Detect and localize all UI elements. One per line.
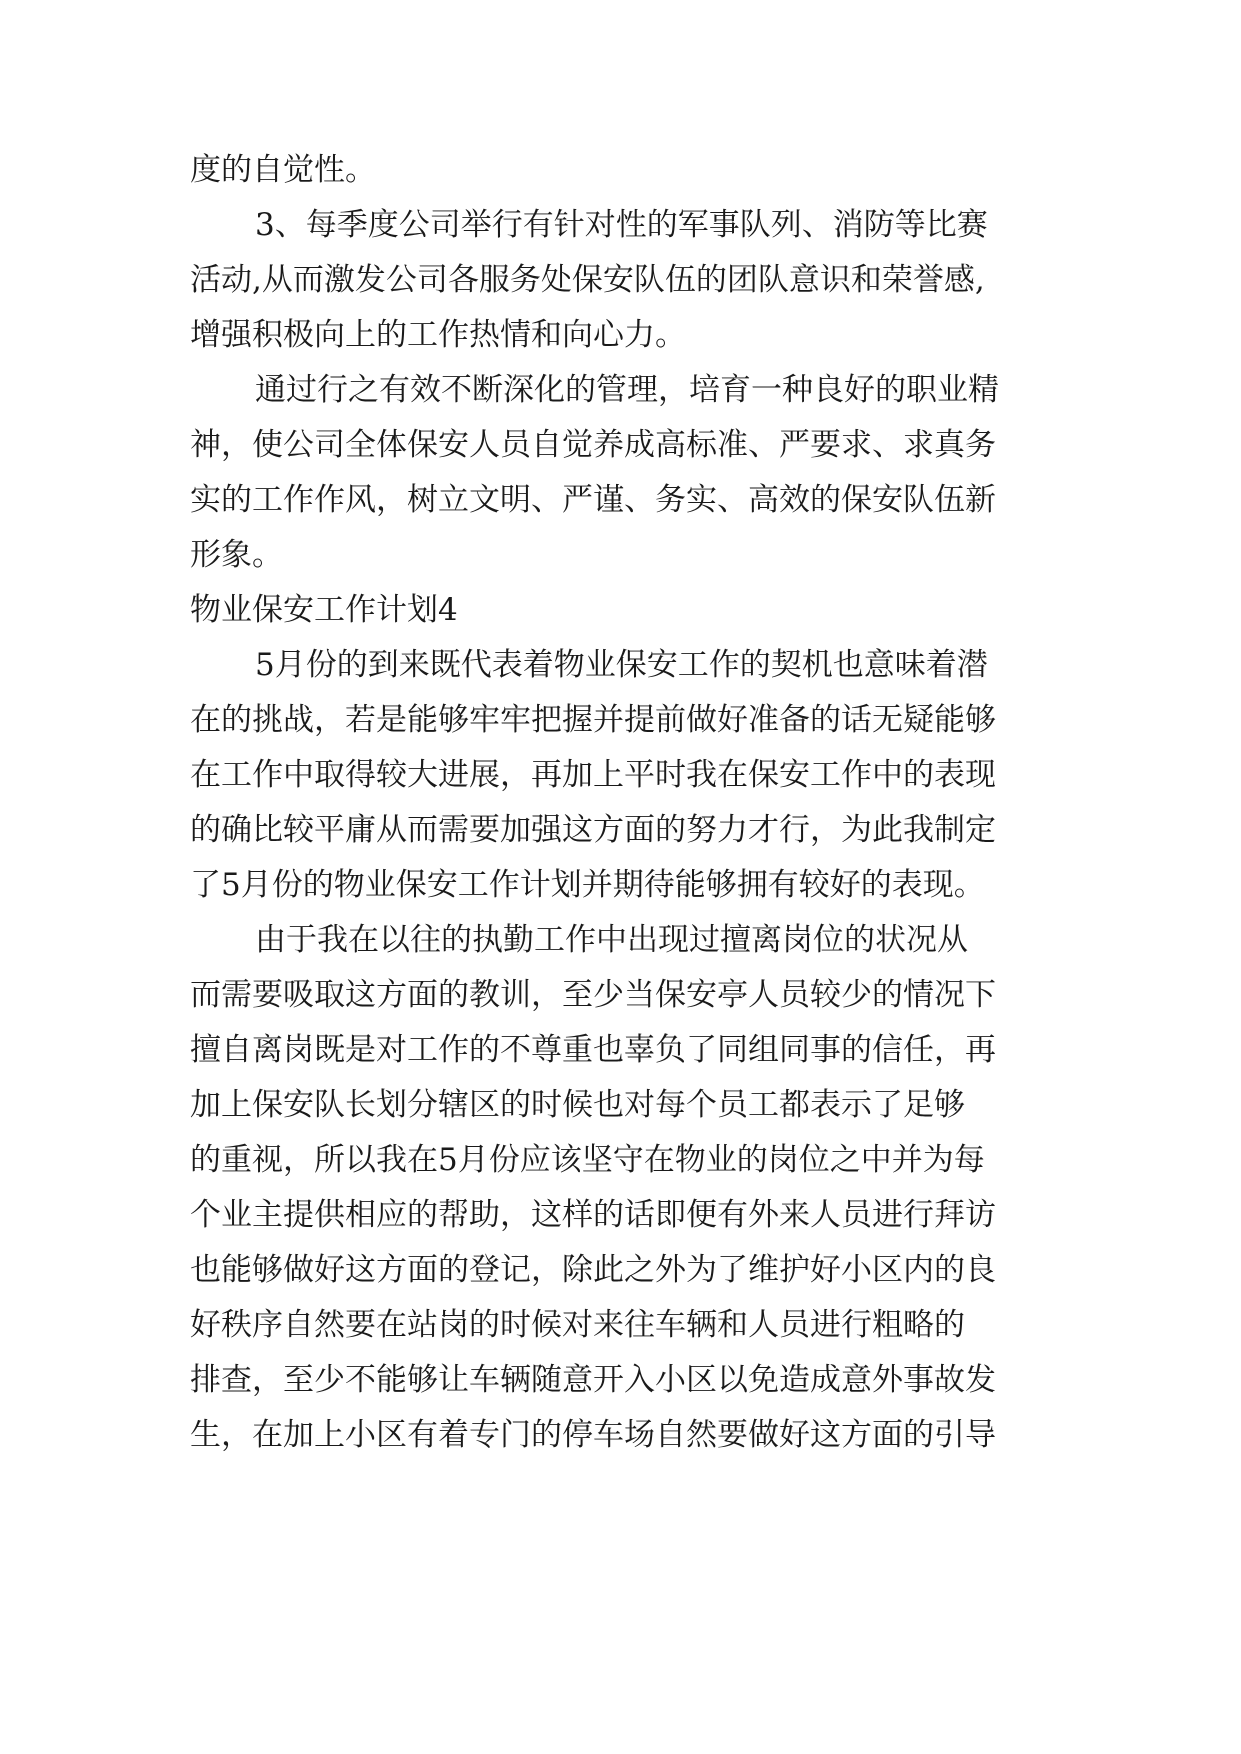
body-line: 生，在加上小区有着专门的停车场自然要做好这方面的引导 <box>190 1417 996 1453</box>
body-line: 的重视，所以我在5月份应该坚守在物业的岗位之中并为每 <box>190 1142 985 1178</box>
body-line: 3、每季度公司举行有针对性的军事队列、消防等比赛 <box>255 207 988 243</box>
body-line: 通过行之有效不断深化的管理，培育一种良好的职业精 <box>255 372 999 408</box>
body-line: 度的自觉性。 <box>190 152 376 188</box>
body-line: 加上保安队长划分辖区的时候也对每个员工都表示了足够 <box>190 1087 965 1123</box>
body-line: 由于我在以往的执勤工作中出现过擅离岗位的状况从 <box>255 922 968 958</box>
body-line: 而需要吸取这方面的教训，至少当保安亭人员较少的情况下 <box>190 977 996 1013</box>
body-line: 个业主提供相应的帮助，这样的话即便有外来人员进行拜访 <box>190 1197 996 1233</box>
body-line: 排查，至少不能够让车辆随意开入小区以免造成意外事故发 <box>190 1362 996 1398</box>
body-line: 擅自离岗既是对工作的不尊重也辜负了同组同事的信任，再 <box>190 1032 996 1068</box>
body-line: 形象。 <box>190 537 283 573</box>
body-line: 的确比较平庸从而需要加强这方面的努力才行，为此我制定 <box>190 812 996 848</box>
body-line: 神，使公司全体保安人员自觉养成高标准、严要求、求真务 <box>190 427 996 463</box>
body-line: 5月份的到来既代表着物业保安工作的契机也意味着潜 <box>255 647 988 683</box>
body-line: 在的挑战，若是能够牢牢把握并提前做好准备的话无疑能够 <box>190 702 996 738</box>
body-line: 好秩序自然要在站岗的时候对来往车辆和人员进行粗略的 <box>190 1307 965 1343</box>
body-line: 增强积极向上的工作热情和向心力。 <box>190 317 686 353</box>
body-line: 了5月份的物业保安工作计划并期待能够拥有较好的表现。 <box>190 867 985 903</box>
body-line: 实的工作作风，树立文明、严谨、务实、高效的保安队伍新 <box>190 482 996 518</box>
section-heading: 物业保安工作计划4 <box>190 592 458 628</box>
body-line: 活动,从而激发公司各服务处保安队伍的团队意识和荣誉感, <box>190 262 985 298</box>
body-line: 也能够做好这方面的登记，除此之外为了维护好小区内的良 <box>190 1252 996 1288</box>
body-line: 在工作中取得较大进展，再加上平时我在保安工作中的表现 <box>190 757 996 793</box>
